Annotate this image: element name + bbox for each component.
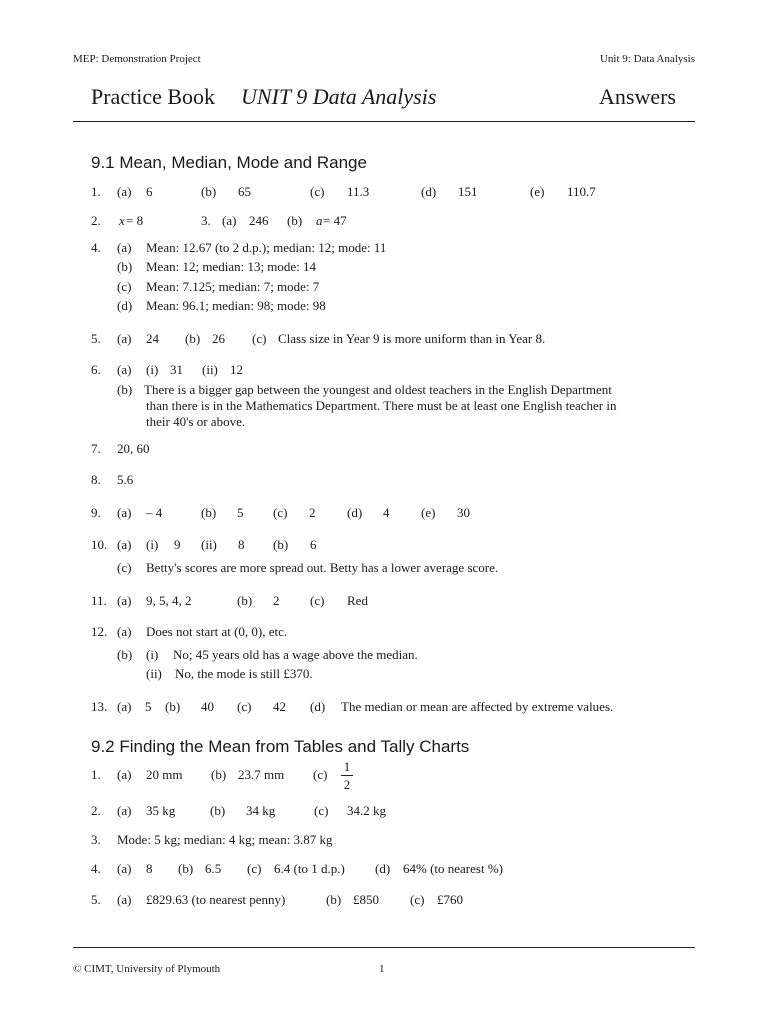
part-label: (c) (117, 560, 132, 575)
answer: 30 (457, 505, 470, 520)
question-2-1 (91, 767, 691, 783)
question-10-a (91, 537, 691, 553)
question-8 (91, 472, 691, 488)
footer-rule (73, 947, 695, 948)
question-11 (91, 593, 691, 609)
answer: 6.5 (205, 861, 222, 876)
answer: 9, 5, 4, 2 (146, 593, 192, 608)
answer: 5 (237, 505, 244, 520)
part-label: (e) (421, 505, 436, 520)
question-7 (91, 441, 691, 457)
question-5 (91, 331, 691, 347)
part-label: (c) (237, 699, 252, 714)
q-number: 8. (91, 472, 101, 487)
part-label: (c) (313, 767, 328, 782)
fraction-bar (341, 775, 353, 776)
answer: – 4 (146, 505, 163, 520)
part-label: (c) (310, 184, 325, 199)
part-label: (a) (117, 803, 132, 818)
q-number: 2. (91, 803, 101, 818)
answer: Mean: 7.125; median: 7; mode: 7 (146, 279, 320, 294)
part-label: (a) (117, 362, 132, 377)
q-number: 5. (91, 892, 101, 907)
part-label: (ii) (201, 537, 217, 552)
answer: Red (347, 593, 368, 608)
fraction-one-half (341, 759, 353, 792)
question-12-b-ii (91, 666, 691, 682)
answer: than there is in the Mathematics Department. There must be at least one English teacher in (146, 398, 617, 413)
answer: 42 (273, 699, 286, 714)
part-label: (a) (117, 537, 132, 552)
part-label: (a) (117, 699, 132, 714)
answer: Does not start at (0, 0), etc. (146, 624, 288, 639)
answer: 23.7 mm (238, 767, 285, 782)
footer-copyright: © CIMT, University of Plymouth (73, 963, 221, 975)
part-label: (c) (252, 331, 267, 346)
section-9-2-title: 9.2 Finding the Mean from Tables and Tally Charts (91, 737, 470, 756)
part-label: (ii) (146, 666, 162, 681)
part-label: (a) (117, 593, 132, 608)
part-label: (b) (273, 537, 289, 552)
q-number: 7. (91, 441, 101, 456)
q-number: 2. (91, 213, 101, 228)
part-label: (b) (237, 593, 253, 608)
part-label: (c) (247, 861, 262, 876)
part-label: (b) (211, 767, 227, 782)
section-9-1-title: 9.1 Mean, Median, Mode and Range (91, 153, 367, 172)
answer: No; 45 years old has a wage above the median. (173, 647, 418, 662)
question-12-b-i (91, 647, 691, 663)
question-10-c (91, 560, 691, 576)
part-label: (b) (287, 213, 303, 228)
answer: 5.6 (117, 472, 134, 487)
answer: 31 (170, 362, 183, 377)
answer: £829.63 (to nearest penny) (146, 892, 286, 907)
answer: 6 (146, 184, 153, 199)
part-label: (b) (210, 803, 226, 818)
answer: 151 (458, 184, 478, 199)
question-13 (91, 699, 701, 715)
part-label: (b) (117, 259, 133, 274)
question-2-5 (91, 892, 691, 908)
part-label: (a) (117, 184, 132, 199)
answer: Mean: 12.67 (to 2 d.p.); median: 12; mode: 11 (146, 240, 387, 255)
part-label: (c) (314, 803, 329, 818)
part-label: (d) (421, 184, 437, 199)
answer: No, the mode is still £370. (175, 666, 313, 681)
q-number: 1. (91, 184, 101, 199)
part-label: (i) (146, 362, 159, 377)
question-6-a (91, 362, 691, 378)
question-4-d (91, 298, 691, 314)
answer: 2 (309, 505, 316, 520)
answer: Mean: 12; median: 13; mode: 14 (146, 259, 317, 274)
question-2-2 (91, 803, 691, 819)
part-label: (d) (347, 505, 363, 520)
answer: Betty's scores are more spread out. Betty has a lower average score. (146, 560, 499, 575)
question-9 (91, 505, 691, 521)
part-label: (i) (146, 537, 159, 552)
variable-a: a (316, 213, 323, 228)
answers-title: Answers (599, 84, 676, 109)
answer: £850 (353, 892, 379, 907)
answer: 20 mm (146, 767, 183, 782)
header-right: Unit 9: Data Analysis (599, 53, 695, 65)
answer: their 40's or above. (146, 414, 246, 429)
part-label: (b) (185, 331, 201, 346)
answer: 26 (212, 331, 225, 346)
part-label: (a) (117, 331, 132, 346)
answer: 40 (201, 699, 214, 714)
part-label: (i) (146, 647, 159, 662)
question-1 (91, 184, 691, 200)
question-12-a (91, 624, 691, 640)
answer: 35 kg (146, 803, 176, 818)
answer: 8 (146, 861, 153, 876)
question-2-4 (91, 861, 691, 877)
answer: = 8 (126, 213, 144, 228)
q-number: 3. (201, 213, 211, 228)
part-label: (d) (117, 298, 133, 313)
answer: = 47 (323, 213, 347, 228)
part-label: (d) (310, 699, 326, 714)
question-4-a (91, 240, 691, 256)
answer: 6.4 (to 1 d.p.) (274, 861, 345, 876)
part-label: (a) (117, 767, 132, 782)
question-6-b-line1 (91, 382, 691, 398)
part-label: (b) (201, 505, 217, 520)
answer: 2 (273, 593, 280, 608)
header-rule (73, 121, 695, 122)
question-2-3 (91, 213, 691, 229)
answer: 65 (238, 184, 251, 199)
part-label: (c) (410, 892, 425, 907)
answer: £760 (437, 892, 463, 907)
q-number: 11. (91, 593, 107, 608)
q-number: 4. (91, 861, 101, 876)
part-label: (c) (310, 593, 325, 608)
answer: 34 kg (246, 803, 276, 818)
q-number: 10. (91, 537, 108, 552)
part-label: (ii) (202, 362, 218, 377)
part-label: (e) (530, 184, 545, 199)
q-number: 4. (91, 240, 101, 255)
answer: 8 (238, 537, 245, 552)
part-label: (a) (117, 624, 132, 639)
fraction-numerator: 1 (343, 759, 351, 774)
unit-title: UNIT 9 Data Analysis (241, 84, 437, 109)
part-label: (c) (273, 505, 288, 520)
q-number: 5. (91, 331, 101, 346)
answer: 64% (to nearest %) (403, 861, 503, 876)
answer: Mode: 5 kg; median: 4 kg; mean: 3.87 kg (117, 832, 333, 847)
answer: 5 (145, 699, 152, 714)
variable-x: x (119, 213, 125, 228)
part-label: (b) (165, 699, 181, 714)
part-label: (b) (117, 382, 133, 397)
part-label: (a) (117, 505, 132, 520)
answer: Class size in Year 9 is more uniform than in Year 8. (278, 331, 546, 346)
part-label: (b) (326, 892, 342, 907)
answer: 6 (310, 537, 317, 552)
question-4-b (91, 259, 691, 275)
q-number: 9. (91, 505, 101, 520)
part-label: (b) (201, 184, 217, 199)
answer: 20, 60 (117, 441, 150, 456)
part-label: (c) (117, 279, 132, 294)
book-title: Practice Book (91, 84, 216, 109)
q-number: 1. (91, 767, 101, 782)
part-label: (b) (117, 647, 133, 662)
fraction-denominator: 2 (343, 777, 351, 792)
answer: 11.3 (347, 184, 370, 199)
answer: 9 (174, 537, 181, 552)
page-number: 1 (379, 963, 385, 975)
answer: 246 (249, 213, 269, 228)
answer: The median or mean are affected by extreme values. (341, 699, 614, 714)
question-6-b-line3 (91, 414, 691, 430)
part-label: (b) (178, 861, 194, 876)
part-label: (a) (117, 861, 132, 876)
part-label: (a) (117, 240, 132, 255)
part-label: (a) (222, 213, 237, 228)
part-label: (d) (375, 861, 391, 876)
answer: 24 (146, 331, 159, 346)
question-6-b-line2 (91, 398, 691, 414)
question-2-3 (91, 832, 691, 848)
q-number: 6. (91, 362, 101, 377)
question-4-c (91, 279, 691, 295)
part-label: (a) (117, 892, 132, 907)
answer: 34.2 kg (347, 803, 386, 818)
answer: 12 (230, 362, 243, 377)
answer: Mean: 96.1; median: 98; mode: 98 (146, 298, 326, 313)
q-number: 3. (91, 832, 101, 847)
q-number: 12. (91, 624, 108, 639)
q-number: 13. (91, 699, 108, 714)
header-left: MEP: Demonstration Project (73, 53, 201, 65)
answer: 4 (383, 505, 390, 520)
answer: 110.7 (567, 184, 596, 199)
answer: There is a bigger gap between the youngest and oldest teachers in the English Department (144, 382, 612, 397)
